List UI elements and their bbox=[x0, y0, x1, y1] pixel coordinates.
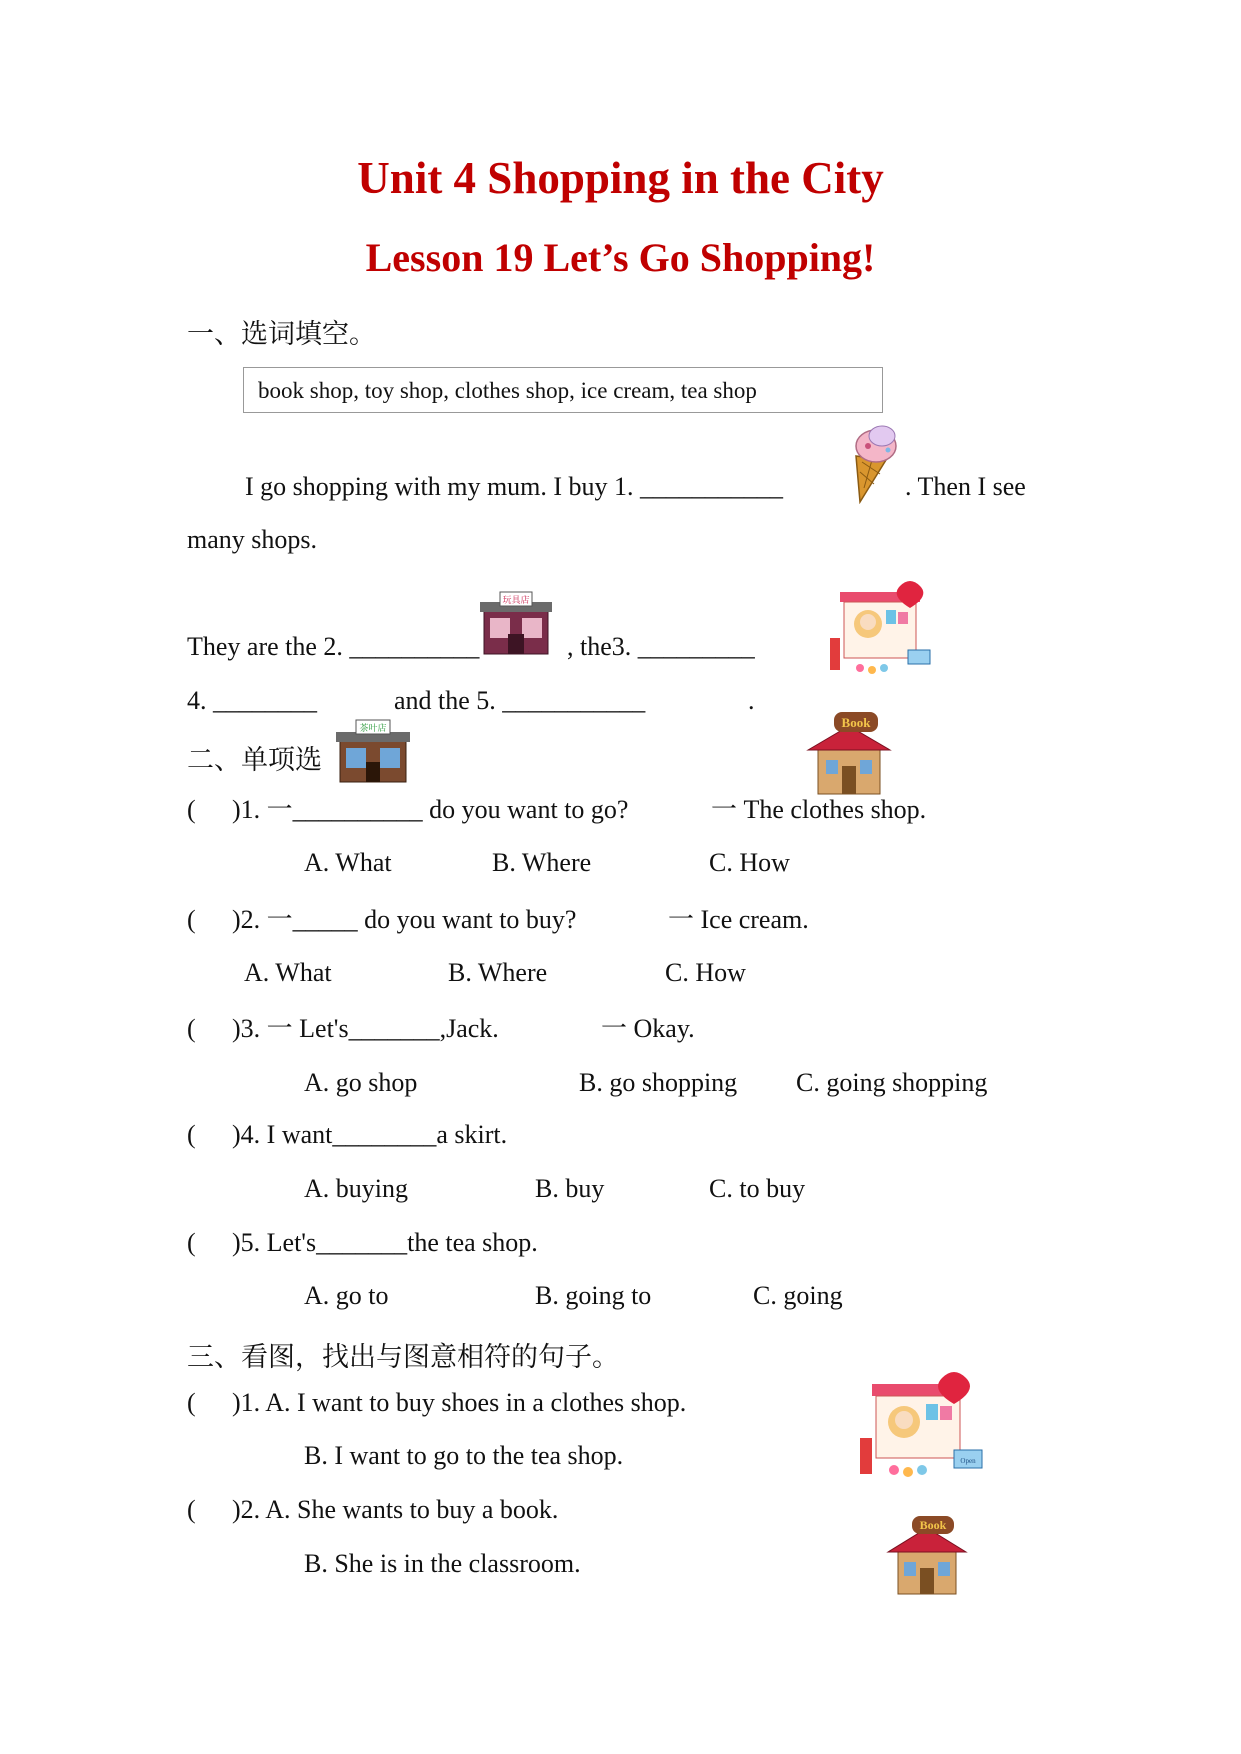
s3-item2-option-b: B. She is in the classroom. bbox=[304, 1549, 581, 1578]
q1-stem: )1. 一__________ do you want to go? bbox=[232, 795, 629, 824]
lesson-title: Lesson 19 Let’s Go Shopping! bbox=[365, 235, 876, 280]
q3-paren: ( bbox=[187, 1014, 196, 1043]
q4-option-a: A. buying bbox=[304, 1174, 408, 1203]
s3-item1-paren: ( bbox=[187, 1388, 196, 1417]
q5-option-b: B. going to bbox=[535, 1281, 652, 1310]
q2-option-a: A. What bbox=[244, 958, 332, 987]
q5-stem: )5. Let's_______the tea shop. bbox=[232, 1228, 538, 1257]
clothes-shop-picture bbox=[830, 578, 940, 676]
toy-shop-sign: 玩具店 bbox=[502, 595, 530, 605]
passage-line-4c: . bbox=[748, 686, 755, 715]
q2-stem: )2. 一_____ do you want to buy? bbox=[232, 905, 577, 934]
q1-paren: ( bbox=[187, 795, 196, 824]
q3-stem: )3. 一 Let's_______,Jack. bbox=[232, 1014, 499, 1043]
q3-option-c: C. going shopping bbox=[796, 1068, 988, 1097]
book-shop-picture-2 bbox=[884, 1514, 970, 1596]
passage-line-3b: , the3. _________ bbox=[567, 632, 755, 661]
q3-reply: 一 Okay. bbox=[601, 1014, 695, 1043]
passage-line-4b: and the 5. ___________ bbox=[394, 686, 646, 715]
book-shop-picture bbox=[804, 710, 894, 796]
s3-item1-option-b: B. I want to go to the tea shop. bbox=[304, 1441, 624, 1470]
q2-reply: 一 Ice cream. bbox=[668, 905, 809, 934]
q4-paren: ( bbox=[187, 1120, 196, 1149]
tea-shop-sign: 茶叶店 bbox=[359, 723, 387, 733]
book-sign: Book bbox=[841, 715, 871, 730]
passage-line-4a: 4. ________ bbox=[187, 686, 317, 715]
s3-item2-option-a: )2. A. She wants to buy a book. bbox=[232, 1495, 559, 1524]
passage-line-2: many shops. bbox=[187, 525, 317, 554]
q5-option-c: C. going bbox=[753, 1281, 843, 1310]
ice-cream-picture bbox=[842, 422, 908, 504]
toy-shop-picture bbox=[478, 590, 554, 656]
section-3-heading: 三、看图，找出与图意相符的句子。 bbox=[187, 1342, 619, 1372]
q1-option-a: A. What bbox=[304, 848, 392, 877]
section-2-heading: 二、单项选 bbox=[187, 745, 322, 775]
q4-stem: )4. I want________a skirt. bbox=[232, 1120, 508, 1149]
passage-line-1-end: . Then I see bbox=[905, 472, 1026, 501]
q2-paren: ( bbox=[187, 905, 196, 934]
q1-option-b: B. Where bbox=[492, 848, 592, 877]
word-box: book shop, toy shop, clothes shop, ice cream, tea shop bbox=[243, 367, 883, 413]
page-title: Unit 4 Shopping in the City bbox=[357, 153, 884, 203]
passage-line-1: I go shopping with my mum. I buy 1. ___________ bbox=[245, 472, 784, 501]
tea-shop-picture bbox=[334, 718, 412, 788]
clothes-shop-picture-2 bbox=[858, 1368, 988, 1480]
q4-option-b: B. buy bbox=[535, 1174, 605, 1203]
q2-option-c: C. How bbox=[665, 958, 746, 987]
open-sign: Open bbox=[960, 1457, 976, 1465]
s3-item1-option-a: )1. A. I want to buy shoes in a clothes shop. bbox=[232, 1388, 687, 1417]
q3-option-b: B. go shopping bbox=[579, 1068, 738, 1097]
q5-paren: ( bbox=[187, 1228, 196, 1257]
q5-option-a: A. go to bbox=[304, 1281, 389, 1310]
book-sign-2: Book bbox=[919, 1518, 947, 1532]
q1-reply: 一 The clothes shop. bbox=[711, 795, 927, 824]
q2-option-b: B. Where bbox=[448, 958, 548, 987]
passage-line-3a: They are the 2. __________ bbox=[187, 632, 480, 661]
q1-option-c: C. How bbox=[709, 848, 790, 877]
section-1-heading: 一、选词填空。 bbox=[187, 319, 376, 349]
q3-option-a: A. go shop bbox=[304, 1068, 418, 1097]
q4-option-c: C. to buy bbox=[709, 1174, 806, 1203]
s3-item2-paren: ( bbox=[187, 1495, 196, 1524]
